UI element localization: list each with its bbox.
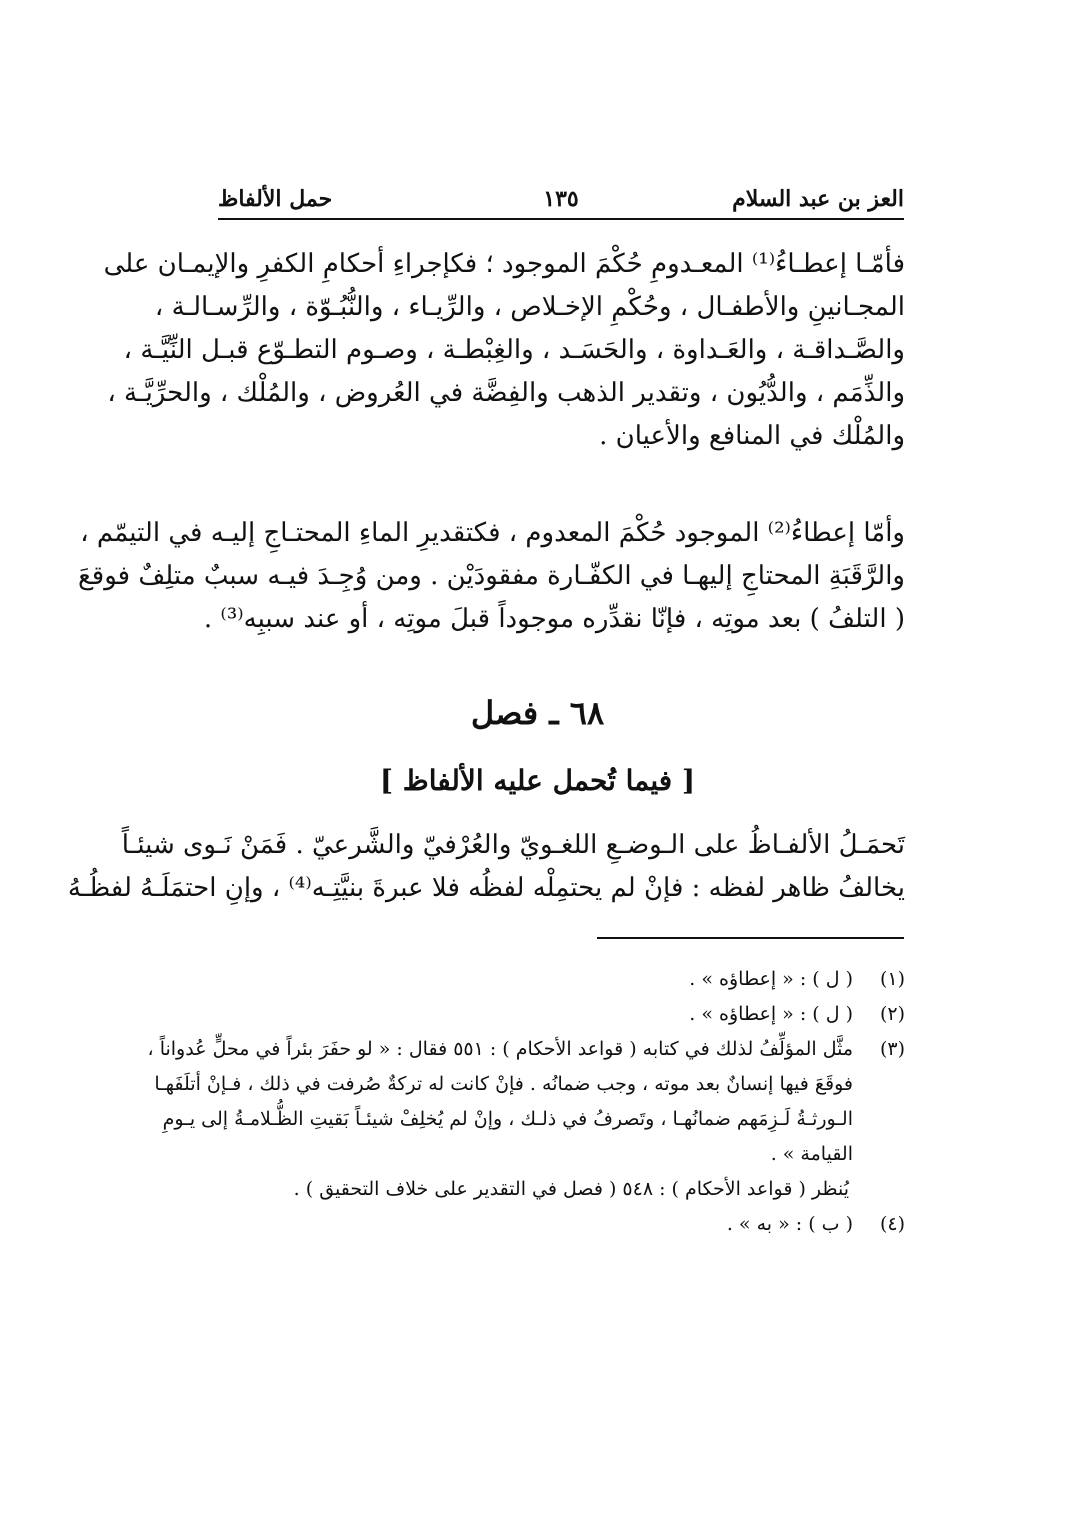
footnote-text: القيامة » . xyxy=(770,1143,853,1165)
footnote-text: فوقَعَ فيها إنسانٌ بعد موته ، وجب ضمانُه . فإنْ كانت له تركةٌ صُرفت في ذلك ، فـإنْ أتلَفَهـا xyxy=(154,1073,853,1095)
footnote-number: (٤) xyxy=(879,1213,905,1235)
text-line: تَحمَـلُ الألفـاظُ على الـوضـعِ اللغـويّ والعُرْفيّ والشَّرعيّ . فَمَنْ نَـوى شيئـاً xyxy=(121,830,905,860)
footnote xyxy=(147,1032,905,1172)
text-line: والرَّقَبَةِ المحتاجِ إليهـا في الكفّـارة مفقودَيْن . ومن وُجِـدَ فيـه سببٌ متلِفٌ فوقعَ xyxy=(77,561,905,591)
paragraph-carrying-of-words xyxy=(67,824,905,910)
footnote-text: ( ب ) : « به » . xyxy=(726,1213,853,1235)
text-line: ( التلفُ ) بعد موتِه ، فإنّا نقدِّره موجوداً قبلَ موتِه ، أو عند سببِه⁽³⁾ . xyxy=(203,604,905,634)
footnote-text: يُنظر ( قواعد الأحكام ) : ٥٤٨ ( فصل في التقدير على خلاف التحقيق ) . xyxy=(293,1178,849,1200)
paragraph-giving-existent-ruling-of-nonexistent xyxy=(77,512,905,641)
text-line: المجـانينِ والأطفـال ، وحُكْمِ الإخـلاص ، والرِّيـاء ، والنُّبُـوّة ، والرِّسـالـة ، xyxy=(154,292,905,322)
footnote-text: ( ل ) : « إعطاؤه » . xyxy=(689,968,853,990)
text-line: يخالفُ ظاهر لفظه : فإنْ لم يحتمِلْه لفظُه فلا عبرةَ بنيَّتِـه⁽⁴⁾ ، وإنِ احتمَلَـهُ لفظُـهُ xyxy=(67,873,905,903)
section-subtitle: [ فيما تُحمل عليه الألفاظ ] xyxy=(379,764,696,797)
page-number: ١٣٥ xyxy=(543,186,579,212)
text-line: وأمّا إعطاءُ⁽²⁾ الموجود حُكْمَ المعدوم ، فكتقديرِ الماءِ المحتـاجِ إليـه في التيمّم ، xyxy=(80,518,905,548)
header-author: العز بن عبد السلام xyxy=(732,186,904,212)
text-line: والمُلْك في المنافع والأعيان . xyxy=(599,421,905,451)
footnote-text: ( ل ) : « إعطاؤه » . xyxy=(689,1003,853,1025)
text-line: والذِّمَم ، والدُّيُون ، وتقدير الذهب والفِضَّة في العُروض ، والمُلْك ، والحرِّيَّـة ، xyxy=(107,378,905,408)
footnote-number: (٣) xyxy=(879,1038,905,1060)
text-line: فأمّـا إعطـاءُ⁽¹⁾ المعـدومِ حُكْمَ الموجود ؛ فكإجراءِ أحكامِ الكفرِ والإيمـان على xyxy=(103,249,905,279)
footnotes xyxy=(147,962,905,1242)
footnote-number: (١) xyxy=(879,968,905,990)
footnote xyxy=(185,962,905,997)
header-chapter-title: حمل الألفاظ xyxy=(218,186,333,212)
footnote xyxy=(185,997,905,1032)
footnote-separator xyxy=(597,937,904,939)
footnote-text: مثَّل المؤلِّفُ لذلك في كتابه ( قواعد الأحكام ) : ٥٥١ فقال : « لو حفَرَ بئراً في محلٍّ عُدواناً ، xyxy=(147,1038,853,1060)
footnote-text: الـورثـةُ لَـزِمَهم ضمانُهـا ، وتَصرفُ في ذلـك ، وإنْ لم يُخلِفْ شيئـاً بَقيتِ الظُّـلامـةُ إلى يـومِ xyxy=(162,1108,853,1130)
footnote-reference xyxy=(185,1172,905,1207)
text-line: والصَّـداقـة ، والعَـداوة ، والحَسَـد ، والغِبْطـة ، وصـوم التطـوّع قبـل النِّيَّـة ، xyxy=(123,335,905,365)
footnote xyxy=(185,1207,905,1242)
running-header xyxy=(218,182,904,220)
paragraph-giving-nonexistent-ruling-of-existent xyxy=(103,243,905,458)
footnote-number: (٢) xyxy=(879,1003,905,1025)
section-heading: ٦٨ ـ فصل xyxy=(470,694,605,732)
